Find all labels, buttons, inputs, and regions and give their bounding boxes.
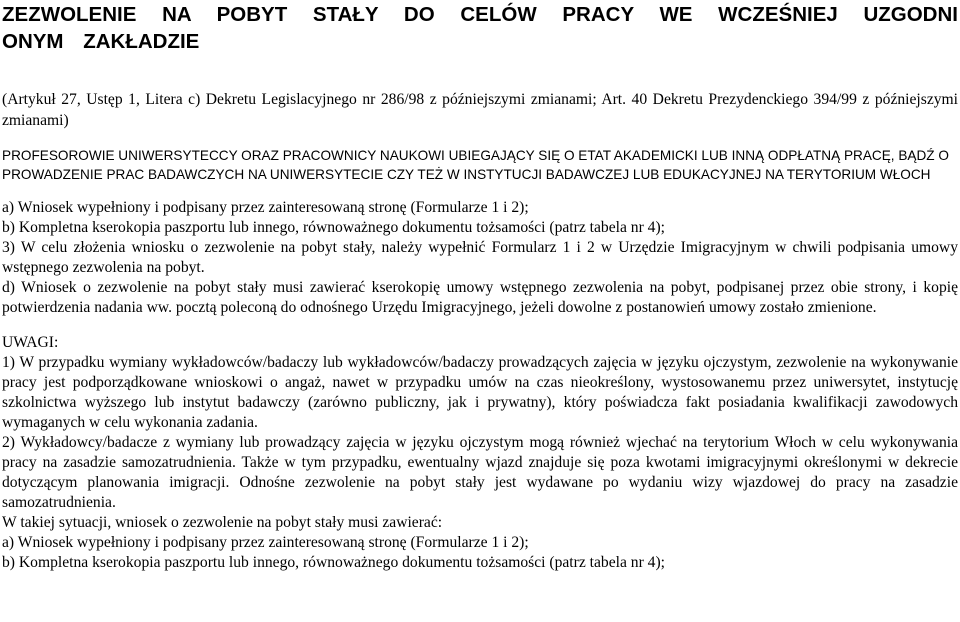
note-item: 1) W przypadku wymiany wykładowców/badaczy lub wykładowców/badaczy prowadzących zajęcia w języku ojczystym, zezwolenie na wykonywanie pracy jest podporządkowane wnioskowi o angaż, nawet w przypadku umów na czas nieokreślony, wystosowanemu przez uniwersytet, instytucję szkolnictwa wyższego lub instytut badawczy (zarówno publiczny, jak i prywatny), który poświadcza fakt posiadania kwalifikacji zawodowych wymaganych w celu wykonania zadania. — [2, 354, 958, 431]
notes-section — [2, 333, 958, 573]
requirement-item: 3) W celu złożenia wniosku o zezwolenie na pobyt stały, należy wypełnić Formularz 1 i 2 w Urzędzie Imigracyjnym w chwili podpisania umowy wstępnego zezwolenia na pobyt. — [2, 239, 958, 276]
document-title: ZEZWOLENIE NA POBYT STAŁY DO CELÓW PRACY WE WCZEŚNIEJ UZGODNI ONYM ZAKŁADZIE — [2, 3, 958, 53]
note-item: W takiej sytuacji, wniosek o zezwolenie na pobyt stały musi zawierać: — [2, 514, 443, 531]
requirement-item: a) Wniosek wypełniony i podpisany przez zainteresowaną stronę (Formularze 1 i 2); — [2, 199, 529, 216]
requirement-item: d) Wniosek o zezwolenie na pobyt stały musi zawierać kserokopię umowy wstępnego zezwolenia na pobyt, podpisanej przez obie strony, i kopię potwierdzenia nadania ww. pocztą poleconą do odnośnego Urzędu Imigracyjnego, jeżeli dowolne z postanowień umowy zostało zmienione. — [2, 279, 958, 316]
note-item: a) Wniosek wypełniony i podpisany przez zainteresowaną stronę (Formularze 1 i 2); — [2, 534, 529, 551]
notes-heading: UWAGI: — [2, 334, 59, 351]
note-item: 2) Wykładowcy/badacze z wymiany lub prowadzący zajęcia w języku ojczystym mogą również wjechać na terytorium Włoch w celu wykonywania pracy na zasadzie samozatrudnienia. Także w tym przypadku, ewentualny wjazd znajduje się poza kwotami imigracyjnymi określonymi w dekrecie dotyczącym planowania imigracji. Odnośne zezwolenie na pobyt stały jest wydawane po wydaniu wizy wjazdowej do pracy na zasadzie samozatrudnienia. — [2, 434, 958, 511]
applicant-category: PROFESOROWIE UNIWERSYTECCY ORAZ PRACOWNICY NAUKOWI UBIEGAJĄCY SIĘ O ETAT AKADEMICKI LUB INNĄ ODPŁATNĄ PRACĘ, BĄDŹ O PROWADZENIE PRAC BADAWCZYCH NA UNIWERSYTECIE CZY TEŻ W INSTYTUCJI BADAWCZEJ LUB EDUKACYJNEJ NA TERYTORIUM WŁOCH — [2, 148, 949, 182]
requirement-item: b) Kompletna kserokopia paszportu lub innego, równoważnego dokumentu tożsamości (patrz tabela nr 4); — [2, 219, 665, 236]
requirements-list — [2, 198, 958, 318]
legal-basis: (Artykuł 27, Ustęp 1, Litera c) Dekretu Legislacyjnego nr 286/98 z późniejszymi zmianami; Art. 40 Dekretu Prezydenckiego 394/99 z późniejszymi zmianami) — [2, 91, 958, 129]
note-item: b) Kompletna kserokopia paszportu lub innego, równoważnego dokumentu tożsamości (patrz tabela nr 4); — [2, 554, 665, 571]
